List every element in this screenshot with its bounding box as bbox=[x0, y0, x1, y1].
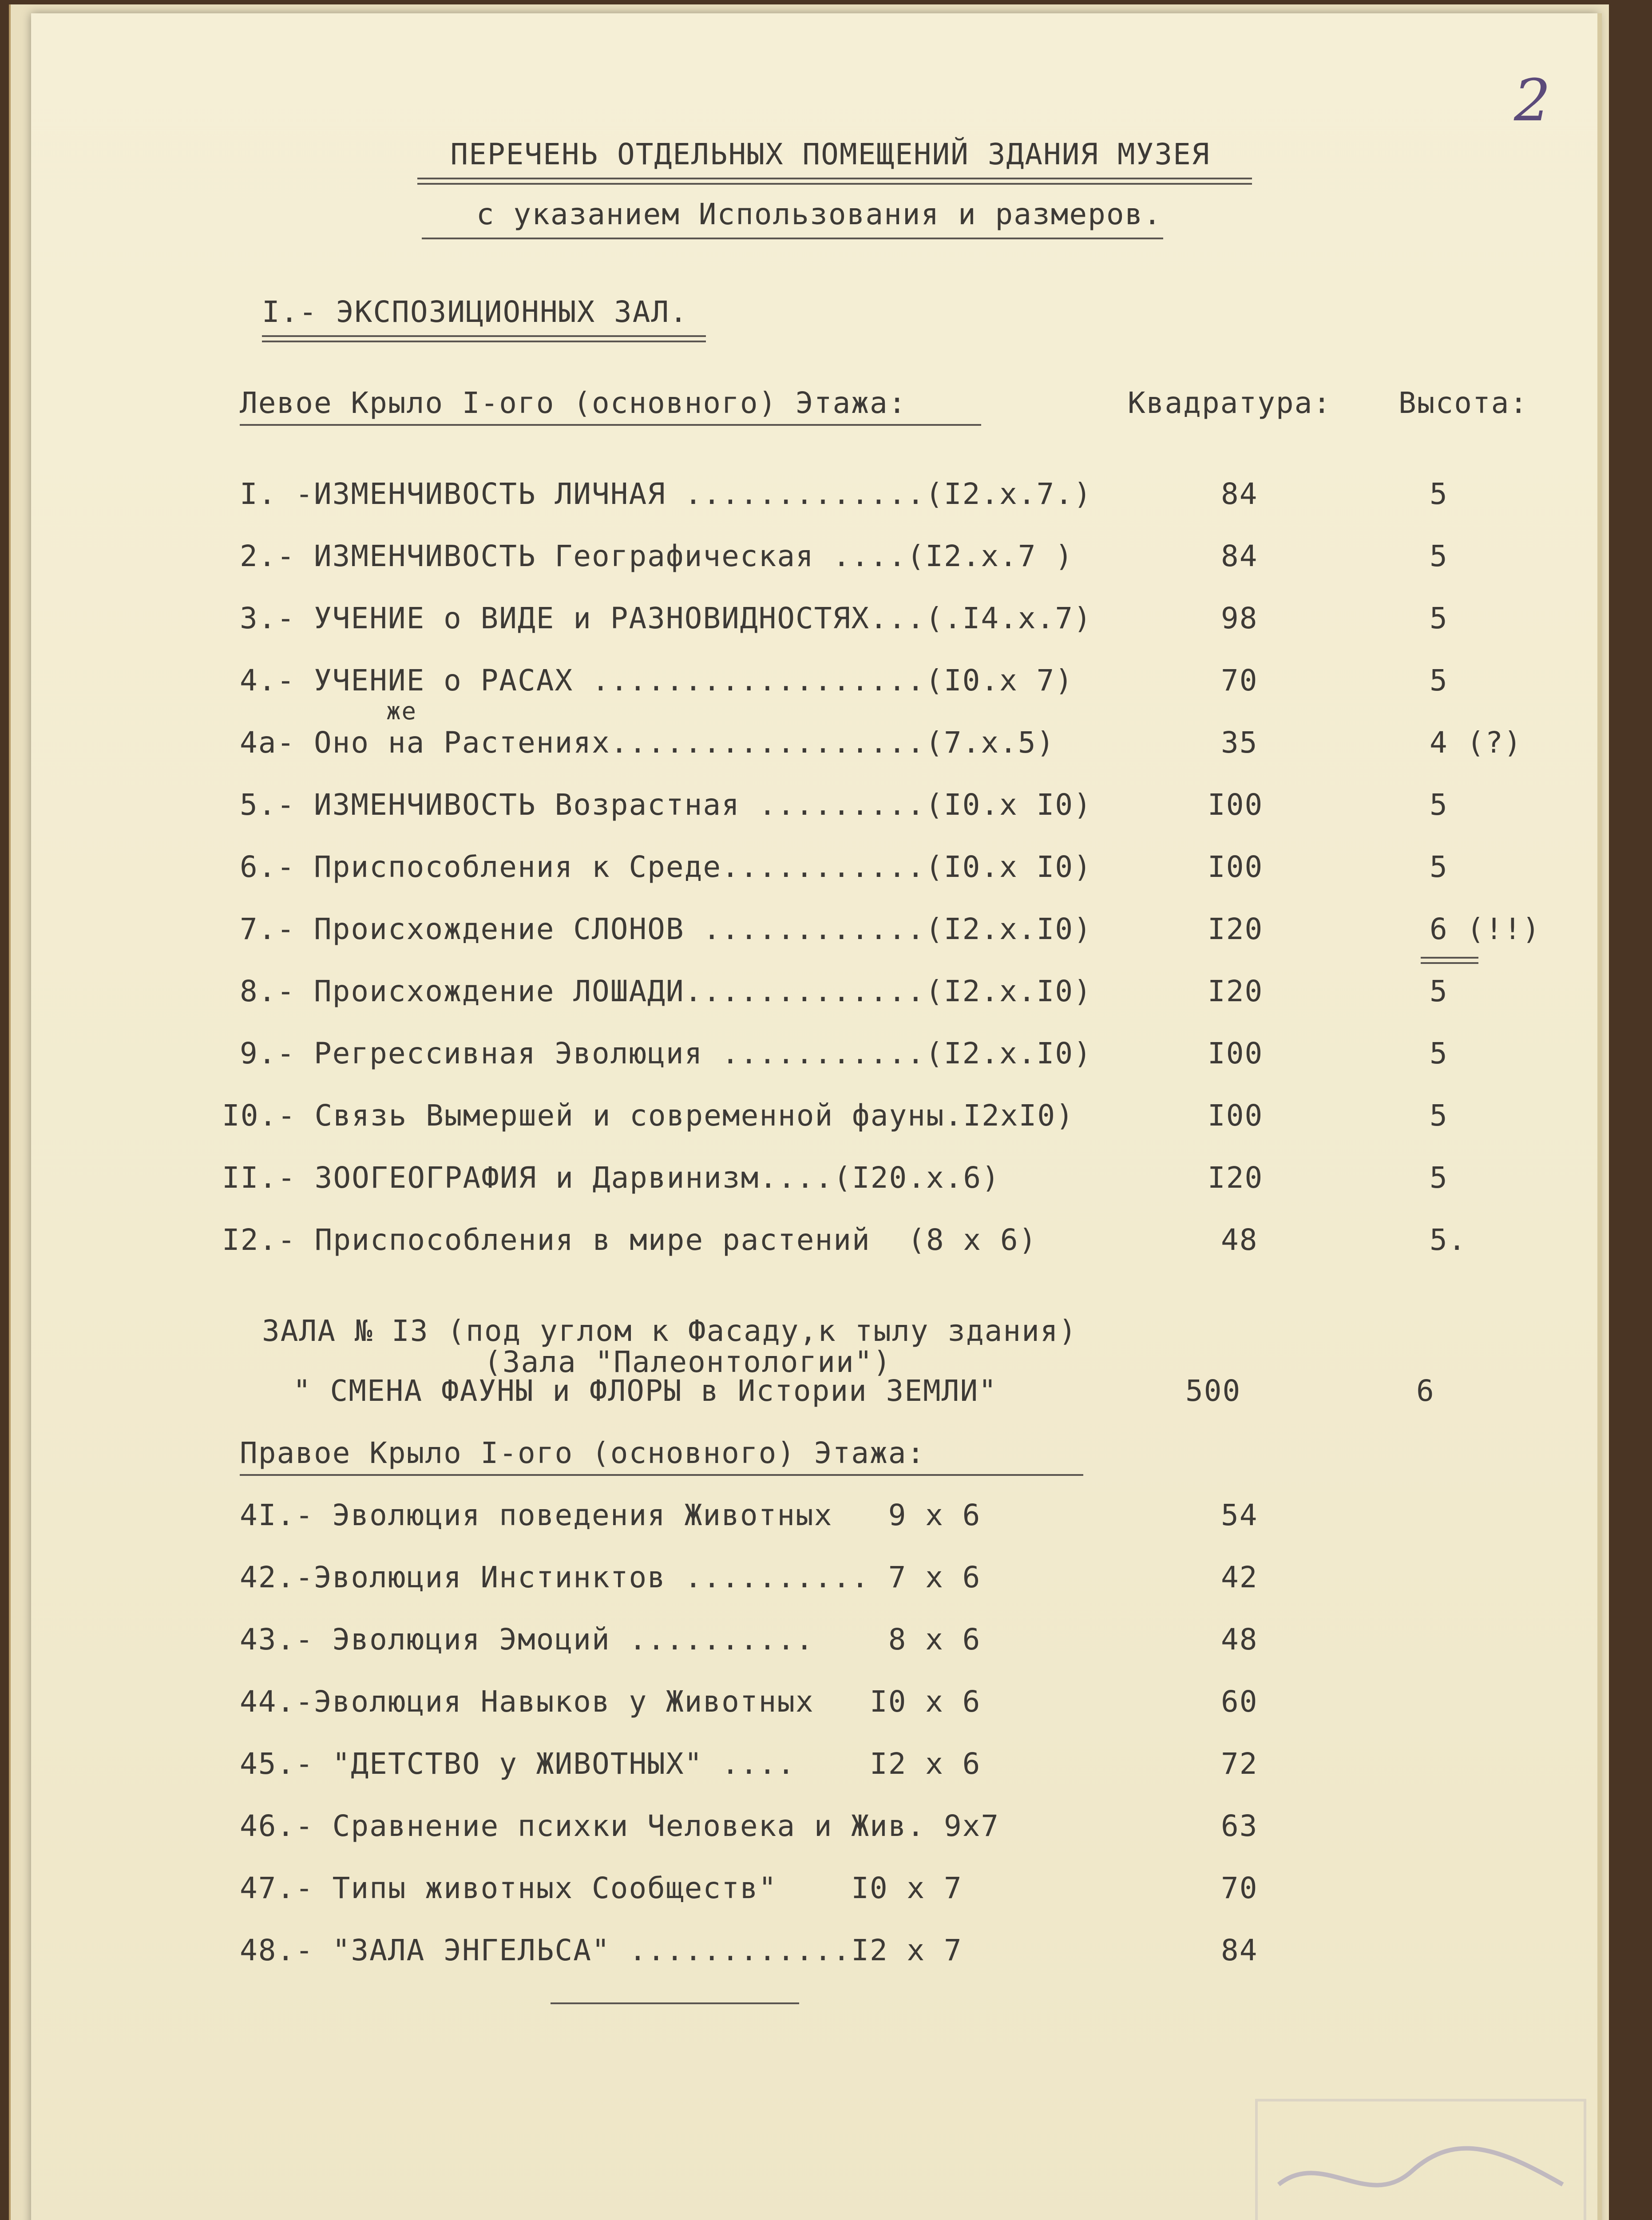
room-label: 3.- УЧЕНИЕ о ВИДЕ и РАЗНОВИДНОСТЯХ...(.I4.x.7) bbox=[240, 601, 1092, 635]
room-height: 5 bbox=[1430, 1161, 1448, 1195]
height-emphasis-underline bbox=[1421, 957, 1478, 964]
room-area: 48 bbox=[1221, 1622, 1258, 1657]
room-area: 84 bbox=[1221, 539, 1258, 573]
document-subtitle: с указанием Использования и размеров. bbox=[476, 197, 1162, 231]
room-area: I00 bbox=[1208, 1036, 1264, 1070]
room-label: 44.-Эволюция Навыков у Животных I0 x 6 bbox=[240, 1685, 981, 1719]
room-label: I0.- Связь Вымершей и современной фауны.I2xI0) bbox=[222, 1098, 1074, 1133]
archive-stamp bbox=[1252, 2096, 1598, 2220]
right-wing-underline bbox=[240, 1474, 1083, 1476]
room-area: 60 bbox=[1221, 1685, 1258, 1719]
hall-13-line-3: " СМЕНА ФАУНЫ и ФЛОРЫ в Истории ЗЕМЛИ" bbox=[293, 1374, 997, 1408]
section-heading-underline bbox=[262, 335, 706, 342]
room-area: 70 bbox=[1221, 663, 1258, 698]
room-label: 9.- Регрессивная Эволюция ...........(I2.x.I0) bbox=[240, 1036, 1092, 1070]
room-area: I00 bbox=[1208, 850, 1264, 884]
left-wing-underline bbox=[240, 424, 981, 426]
room-height: 5 bbox=[1430, 539, 1448, 573]
room-height: 5 bbox=[1430, 663, 1448, 698]
hall-13-height: 6 bbox=[1416, 1374, 1435, 1408]
hall-13-area: 500 bbox=[1185, 1374, 1241, 1408]
room-label: 4.- УЧЕНИЕ о РАСАХ ..................(I0.x 7) bbox=[240, 663, 1074, 698]
room-height: 5 bbox=[1430, 850, 1448, 884]
hall-13-line-2: (Зала "Палеонтологии") bbox=[484, 1345, 892, 1379]
room-label: 7.- Происхождение СЛОНОВ ............(I2.x.I0) bbox=[240, 912, 1092, 946]
room-label: 2.- ИЗМЕНЧИВОСТЬ Географическая ....(I2.x.7 ) bbox=[240, 539, 1074, 573]
room-height: 5 bbox=[1430, 1098, 1448, 1133]
column-header-height: Высота: bbox=[1398, 386, 1529, 420]
room-label: 4I.- Эволюция поведения Животных 9 x 6 bbox=[240, 1498, 981, 1532]
room-label: 5.- ИЗМЕНЧИВОСТЬ Возрастная .........(I0.x I0) bbox=[240, 788, 1092, 822]
left-wing-heading: Левое Крыло I-ого (основного) Этажа: bbox=[240, 386, 907, 420]
room-height: 5 bbox=[1430, 477, 1448, 511]
room-height: 5. bbox=[1430, 1223, 1467, 1257]
room-label: 47.- Типы животных Сообществ" I0 x 7 bbox=[240, 1871, 963, 1905]
room-area: I20 bbox=[1208, 1161, 1264, 1195]
room-height: 5 bbox=[1430, 1036, 1448, 1070]
title-double-underline bbox=[417, 178, 1252, 185]
room-label: 4a- Оно на Растениях.................(7.x.5) bbox=[240, 725, 1055, 760]
document-page bbox=[31, 13, 1598, 2220]
room-label: 46.- Сравнение психки Человека и Жив. 9x7 bbox=[240, 1809, 1000, 1843]
subtitle-underline bbox=[422, 238, 1163, 239]
right-wing-heading: Правое Крыло I-ого (основного) Этажа: bbox=[240, 1436, 926, 1470]
room-area: I20 bbox=[1208, 974, 1264, 1008]
room-area: 70 bbox=[1221, 1871, 1258, 1905]
room-area: 84 bbox=[1221, 477, 1258, 511]
room-height: 5 bbox=[1430, 974, 1448, 1008]
room-label: 8.- Происхождение ЛОШАДИ.............(I2.x.I0) bbox=[240, 974, 1092, 1008]
room-area: 72 bbox=[1221, 1747, 1258, 1781]
room-area: 48 bbox=[1221, 1223, 1258, 1257]
room-label: 43.- Эволюция Эмоций .......... 8 x 6 bbox=[240, 1622, 981, 1657]
room-area: 42 bbox=[1221, 1560, 1258, 1594]
room-height: 5 bbox=[1430, 601, 1448, 635]
document-title: ПЕРЕЧЕНЬ ОТДЕЛЬНЫХ ПОМЕЩЕНИЙ ЗДАНИЯ МУЗЕЯ bbox=[450, 137, 1210, 171]
room-height: 5 bbox=[1430, 788, 1448, 822]
room-label: I2.- Приспособления в мире растений (8 x 6) bbox=[222, 1223, 1038, 1257]
room-height: 6 (!!) bbox=[1430, 912, 1541, 946]
room-area: 84 bbox=[1221, 1933, 1258, 1967]
closing-rule bbox=[551, 2002, 799, 2004]
room-label: I. -ИЗМЕНЧИВОСТЬ ЛИЧНАЯ .............(I2.x.7.) bbox=[240, 477, 1092, 511]
page-number: 2 bbox=[1514, 67, 1551, 134]
section-heading: I.- ЭКСПОЗИЦИОННЫХ ЗАЛ. bbox=[262, 295, 688, 329]
room-label: 48.- "ЗАЛА ЭНГЕЛЬСА" ............I2 x 7 bbox=[240, 1933, 963, 1967]
room-label: II.- ЗООГЕОГРАФИЯ и Дарвинизм....(I20.x.6) bbox=[222, 1161, 1000, 1195]
room-label: 45.- "ДЕТСТВО у ЖИВОТНЫХ" .... I2 x 6 bbox=[240, 1747, 981, 1781]
insertion-mark: же bbox=[386, 697, 417, 725]
page-edge bbox=[1597, 13, 1602, 2220]
room-area: I00 bbox=[1208, 1098, 1264, 1133]
column-header-area: Квадратура: bbox=[1128, 386, 1332, 420]
room-label: 42.-Эволюция Инстинктов .......... 7 x 6 bbox=[240, 1560, 981, 1594]
room-label: 6.- Приспособления к Среде...........(I0.x I0) bbox=[240, 850, 1092, 884]
room-area: I20 bbox=[1208, 912, 1264, 946]
room-area: 98 bbox=[1221, 601, 1258, 635]
room-area: 54 bbox=[1221, 1498, 1258, 1532]
room-height: 4 (?) bbox=[1430, 725, 1522, 760]
room-area: 63 bbox=[1221, 1809, 1258, 1843]
room-area: I00 bbox=[1208, 788, 1264, 822]
hall-13-line-1: ЗАЛА № I3 (под углом к Фасаду,к тылу здания) bbox=[262, 1314, 1078, 1348]
room-area: 35 bbox=[1221, 725, 1258, 760]
